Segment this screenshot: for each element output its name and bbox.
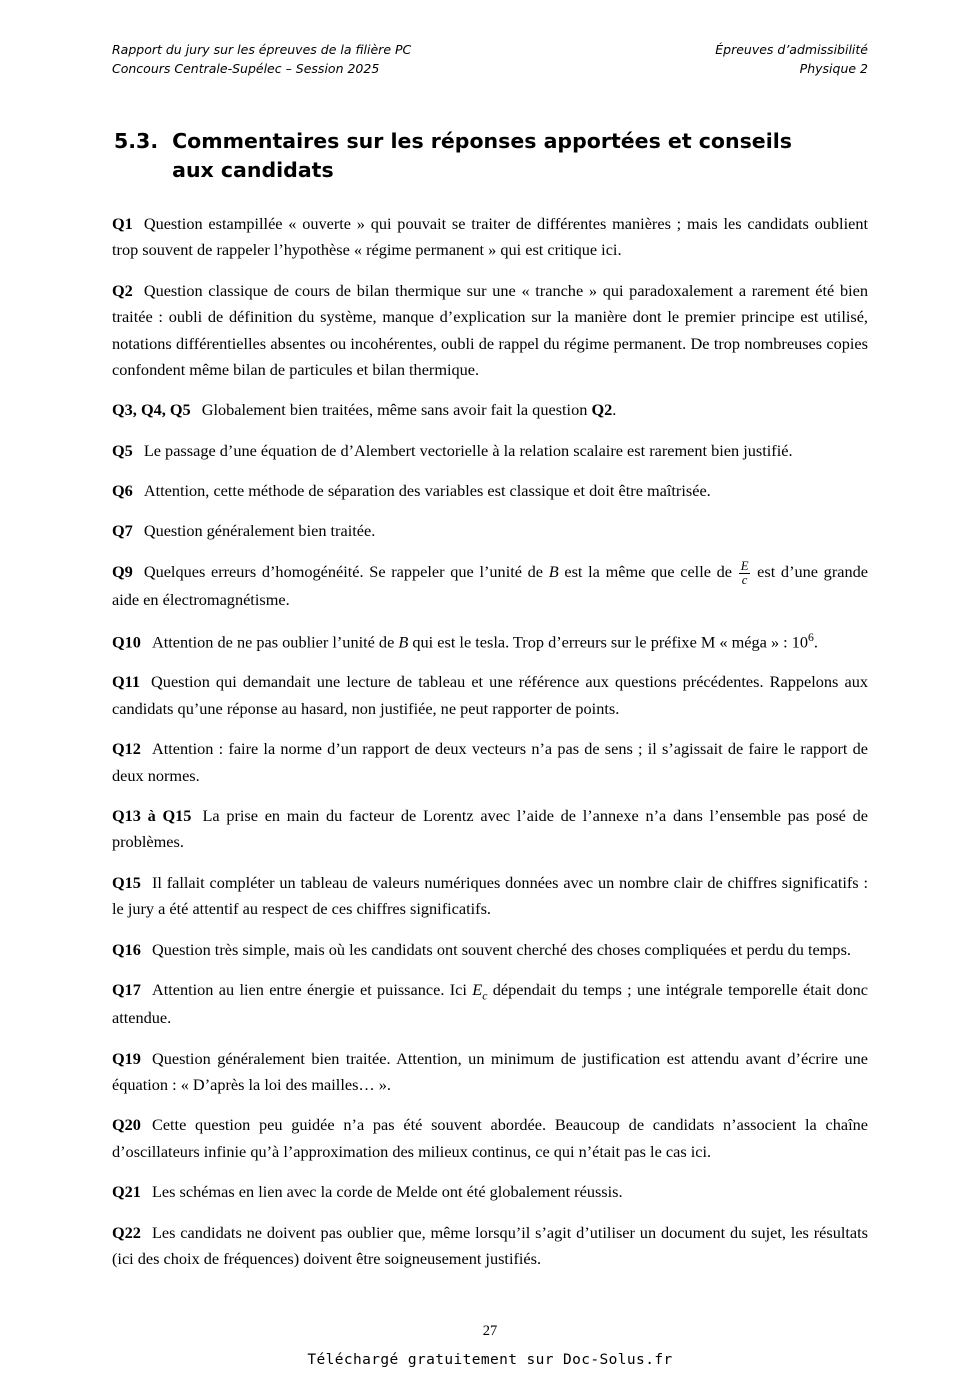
question-text: Les schémas en lien avec la corde de Melde ont été globalement réussis. [151, 1182, 623, 1202]
question-label: Q20 [112, 1115, 141, 1135]
question-text: Question très simple, mais où les candidats ont souvent cherché des choses compliquées et perdu du temps. [151, 939, 851, 959]
running-header [112, 40, 868, 79]
comment-entry [112, 438, 868, 464]
section-heading [112, 127, 868, 185]
question-text: Le passage d’une équation de d’Alembert vectorielle à la relation scalaire est rarement bien justifié. [143, 440, 793, 460]
math-exponent: 6 [808, 630, 814, 644]
question-text: Attention de ne pas oublier l’unité de [151, 632, 399, 652]
question-text: La prise en main du facteur de Lorentz avec l’aide de l’annexe n’a dans l’ensemble pas posé de problèmes. [112, 805, 868, 852]
question-text: Il fallait compléter un tableau de valeurs numériques données avec un nombre clair de chiffres significatifs : le jury a été attentif au respect de ces chiffres significatifs. [112, 872, 868, 919]
question-label: Q12 [112, 739, 141, 759]
question-text: Attention au lien entre énergie et puissance. Ici [151, 979, 473, 999]
header-right-line1: Épreuves d’admissibilité [715, 42, 868, 57]
comment-entry [112, 1220, 868, 1273]
question-label: Q15 [112, 872, 141, 892]
fraction-denominator: c [741, 572, 748, 587]
question-text: Question classique de cours de bilan thermique sur une « tranche » qui paradoxalement a rarement été bien traitée : oubli de définition du système, manque d’explication sur la manière dont le premier principe est utilisé, notations différentielles absentes ou incohérentes, oubli de rappel du régime permanent. De trop nombreuses copies confondent même bilan de particules et bilan thermique. [112, 280, 868, 379]
question-label: Q11 [112, 672, 141, 692]
question-text-mid: qui est le tesla. Trop d’erreurs sur le préfixe M « méga » : 10 [408, 632, 809, 652]
math-subscript-c: c [482, 989, 488, 1003]
section-number: 5.3. [114, 128, 159, 153]
comment-entry [112, 628, 868, 656]
question-label: Q19 [112, 1048, 141, 1068]
comment-entry [112, 669, 868, 722]
comment-entry [112, 803, 868, 856]
question-inline-ref: Q2 [591, 400, 613, 420]
question-text: Question estampillée « ouverte » qui pouvait se traiter de différentes manières ; mais les candidats oublient trop souvent de rappeler l’hypothèse « régime permanent » qui est critique ici. [112, 213, 868, 260]
question-label: Q22 [112, 1222, 141, 1242]
question-label: Q13 à Q15 [112, 805, 192, 825]
question-label: Q10 [112, 632, 141, 652]
math-symbol-b: B [548, 561, 559, 581]
header-right-line2: Physique 2 [799, 61, 868, 77]
question-label: Q5 [112, 440, 133, 460]
question-label: Q2 [112, 280, 133, 300]
header-right [715, 40, 868, 79]
question-label: Q7 [112, 521, 133, 541]
header-left-line2: Concours Centrale-Supélec – Session 2025 [112, 61, 380, 77]
question-text: Les candidats ne doivent pas oublier que, même lorsqu’il s’agit d’utiliser un document du sujet, les résultats (ici des choix de fréquences) doivent être soigneusement justifiés. [112, 1222, 868, 1268]
section-title-text: Commentaires sur les réponses apportées et conseils aux candidats [172, 128, 792, 182]
header-left-line1: Rapport du jury sur les épreuves de la filière PC [112, 42, 412, 57]
question-text-tail: . [813, 632, 818, 652]
question-text: Question généralement bien traitée. Attention, un minimum de justification est attendu avant d’écrire une équation : « D’après la loi des mailles… ». [112, 1048, 868, 1094]
question-label: Q3, Q4, Q5 [112, 400, 191, 420]
question-label: Q16 [112, 939, 141, 959]
comment-entry [112, 736, 868, 789]
math-symbol-e: E [472, 979, 483, 999]
question-label: Q6 [112, 481, 133, 501]
comment-entry [112, 397, 868, 423]
question-text: Attention : faire la norme d’un rapport de deux vecteurs n’a pas de sens ; il s’agissait de faire le rapport de deux normes. [112, 739, 868, 785]
comment-entry [112, 870, 868, 923]
comment-entry [112, 937, 868, 963]
question-text: Question généralement bien traitée. [143, 521, 376, 541]
comment-entry [112, 478, 868, 504]
page-number: 27 [482, 1323, 498, 1339]
question-label: Q21 [112, 1182, 141, 1202]
question-text-tail: est d’une grande aide en électromagnétisme. [112, 561, 868, 610]
comment-entry [112, 211, 868, 264]
question-label: Q9 [112, 561, 133, 581]
question-text: Cette question peu guidée n’a pas été souvent abordée. Beaucoup de candidats n’associent la chaîne d’oscillateurs infinie qu’à l’approximation des milieux continus, ce qui n’était pas le cas ici. [112, 1115, 868, 1161]
footer-note: Téléchargé gratuitement sur Doc-Solus.fr [307, 1352, 673, 1368]
question-text: Question qui demandait une lecture de tableau et une référence aux questions précédentes. Rappelons aux candidats qu’une réponse au hasard, non justifiée, ne peut rapporter de points. [112, 672, 868, 718]
comment-entry [112, 1179, 868, 1205]
question-text: Quelques erreurs d’homogénéité. Se rappeler que l’unité de [143, 561, 549, 581]
question-text-tail: dépendait du temps ; une intégrale temporelle était donc attendue. [112, 979, 868, 1028]
comment-entry [112, 977, 868, 1032]
comment-entry [112, 1112, 868, 1165]
math-symbol-b: B [398, 632, 409, 652]
comment-entry [112, 278, 868, 384]
question-text-tail: . [612, 400, 617, 420]
fraction-numerator: E [740, 558, 749, 573]
header-left [112, 40, 411, 79]
question-label: Q1 [112, 213, 133, 233]
question-text: Globalement bien traitées, même sans avoir fait la question [201, 400, 592, 420]
comment-entry [112, 559, 868, 614]
fraction-e-over-c [739, 560, 751, 588]
comment-entry [112, 1046, 868, 1099]
question-label: Q17 [112, 979, 141, 999]
comment-entry [112, 518, 868, 544]
question-text-mid: est la même que celle de [558, 561, 738, 581]
question-text: Attention, cette méthode de séparation des variables est classique et doit être maîtrisée. [143, 481, 711, 501]
